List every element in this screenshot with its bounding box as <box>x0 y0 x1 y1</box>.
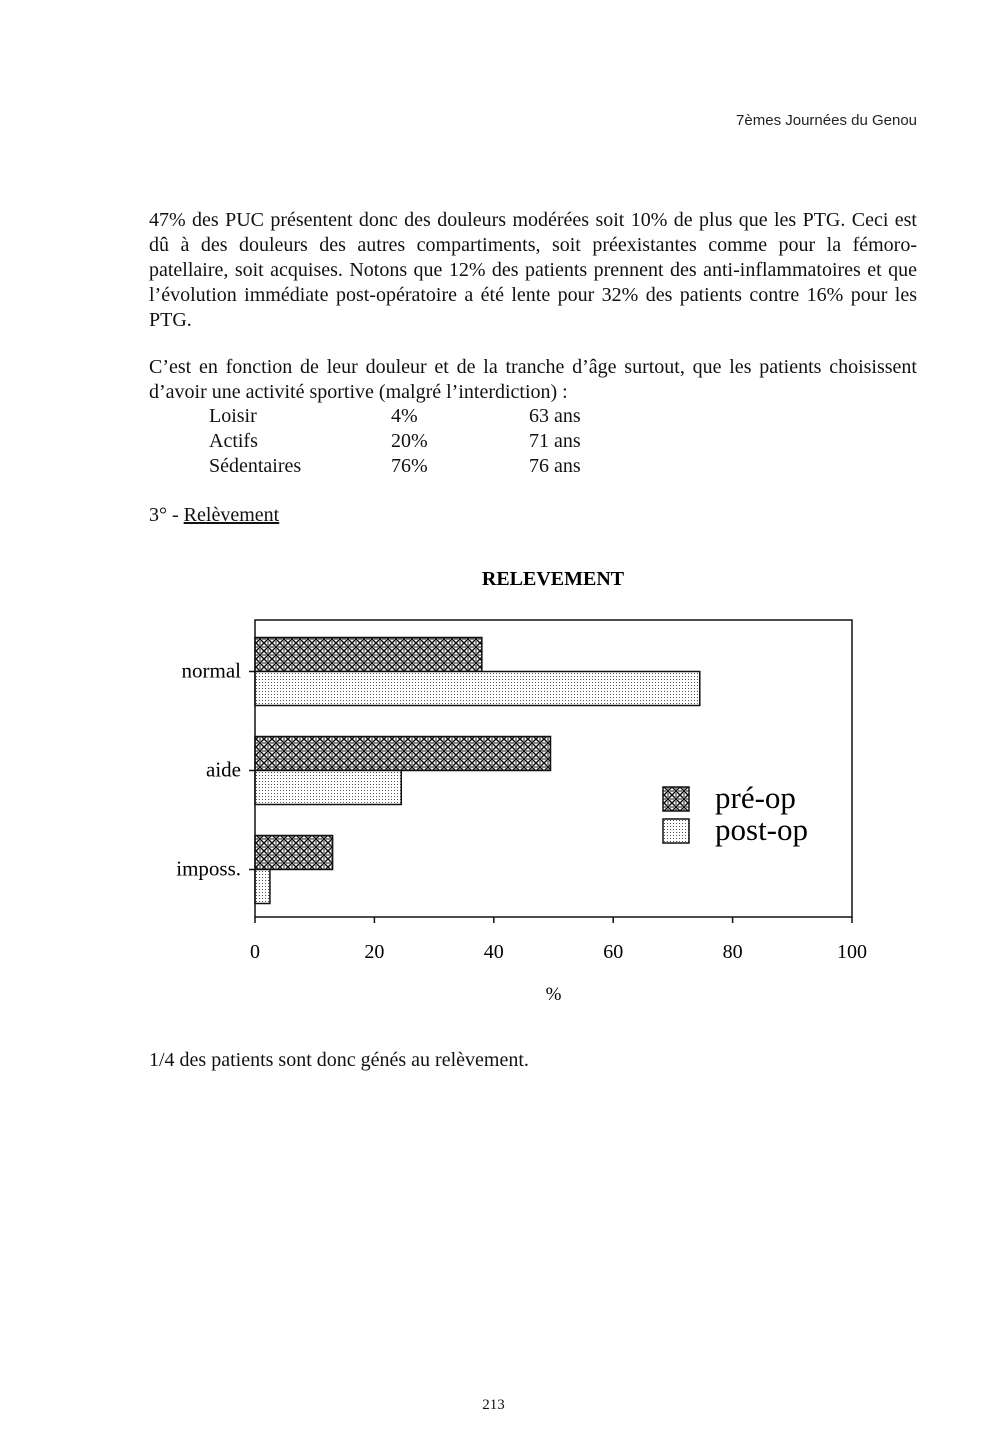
bar-imposs-post-op <box>255 870 270 904</box>
x-tick-label: 60 <box>603 941 624 963</box>
y-tick-label: normal <box>181 658 241 683</box>
legend-swatch-post-op <box>663 819 689 843</box>
activity-percent: 76% <box>391 455 428 477</box>
bar-imposs-pre-op <box>255 836 333 870</box>
x-axis-label: % <box>545 984 562 1005</box>
legend-label-pre-op: pré-op <box>715 780 796 815</box>
y-tick-label: imposs. <box>176 856 241 881</box>
legend-swatch-pre-op <box>663 787 689 811</box>
relevement-bar-chart <box>0 555 987 1015</box>
section-number: 3° - <box>149 504 184 526</box>
legend-label-post-op: post-op <box>715 812 808 847</box>
x-tick-label: 100 <box>837 941 867 963</box>
activity-label: Loisir <box>209 405 257 427</box>
activity-label: Actifs <box>209 430 258 452</box>
x-tick-label: 80 <box>722 941 743 963</box>
paragraph-sport-activity: C’est en fonction de leur douleur et de la tranche d’âge surtout, que les patients choisissent d’avoir une activité sportive (malgré l’interdiction) : <box>149 356 917 403</box>
x-tick-label: 20 <box>364 941 385 963</box>
bar-aide-post-op <box>255 771 401 805</box>
activity-age: 71 ans <box>529 430 581 452</box>
bar-aide-pre-op <box>255 737 551 771</box>
paragraph-pain-results: 47% des PUC présentent donc des douleurs modérées soit 10% de plus que les PTG. Ceci est dû à des douleurs des autres compartiments, soit préexistantes comme pour la fémoro-patellaire, soit acquises. Notons que 12% des patients prennent des anti-inflammatoires et que l’évolution immédiate post-opératoire a été lente pour 32% des patients contre 16% pour les PTG. <box>149 209 917 331</box>
chart-title: RELEVEMENT <box>481 568 625 590</box>
activity-age: 76 ans <box>529 455 581 477</box>
x-tick-label: 0 <box>250 941 260 963</box>
section-heading <box>149 503 279 528</box>
x-tick-label: 40 <box>483 941 504 963</box>
activity-row <box>209 454 581 479</box>
page-number: 213 <box>482 1397 505 1413</box>
conclusion-text: 1/4 des patients sont donc génés au relèvement. <box>149 1049 529 1071</box>
running-header: 7èmes Journées du Genou <box>736 112 917 129</box>
activity-row <box>209 429 581 454</box>
activity-label: Sédentaires <box>209 455 302 477</box>
y-tick-label: aide <box>206 757 241 782</box>
activity-table <box>209 404 581 479</box>
section-title: Relèvement <box>183 504 280 526</box>
activity-row <box>209 404 581 429</box>
activity-percent: 4% <box>391 405 418 427</box>
bar-normal-pre-op <box>255 638 482 672</box>
activity-age: 63 ans <box>529 405 581 427</box>
activity-percent: 20% <box>391 430 428 452</box>
bar-normal-post-op <box>255 672 700 706</box>
